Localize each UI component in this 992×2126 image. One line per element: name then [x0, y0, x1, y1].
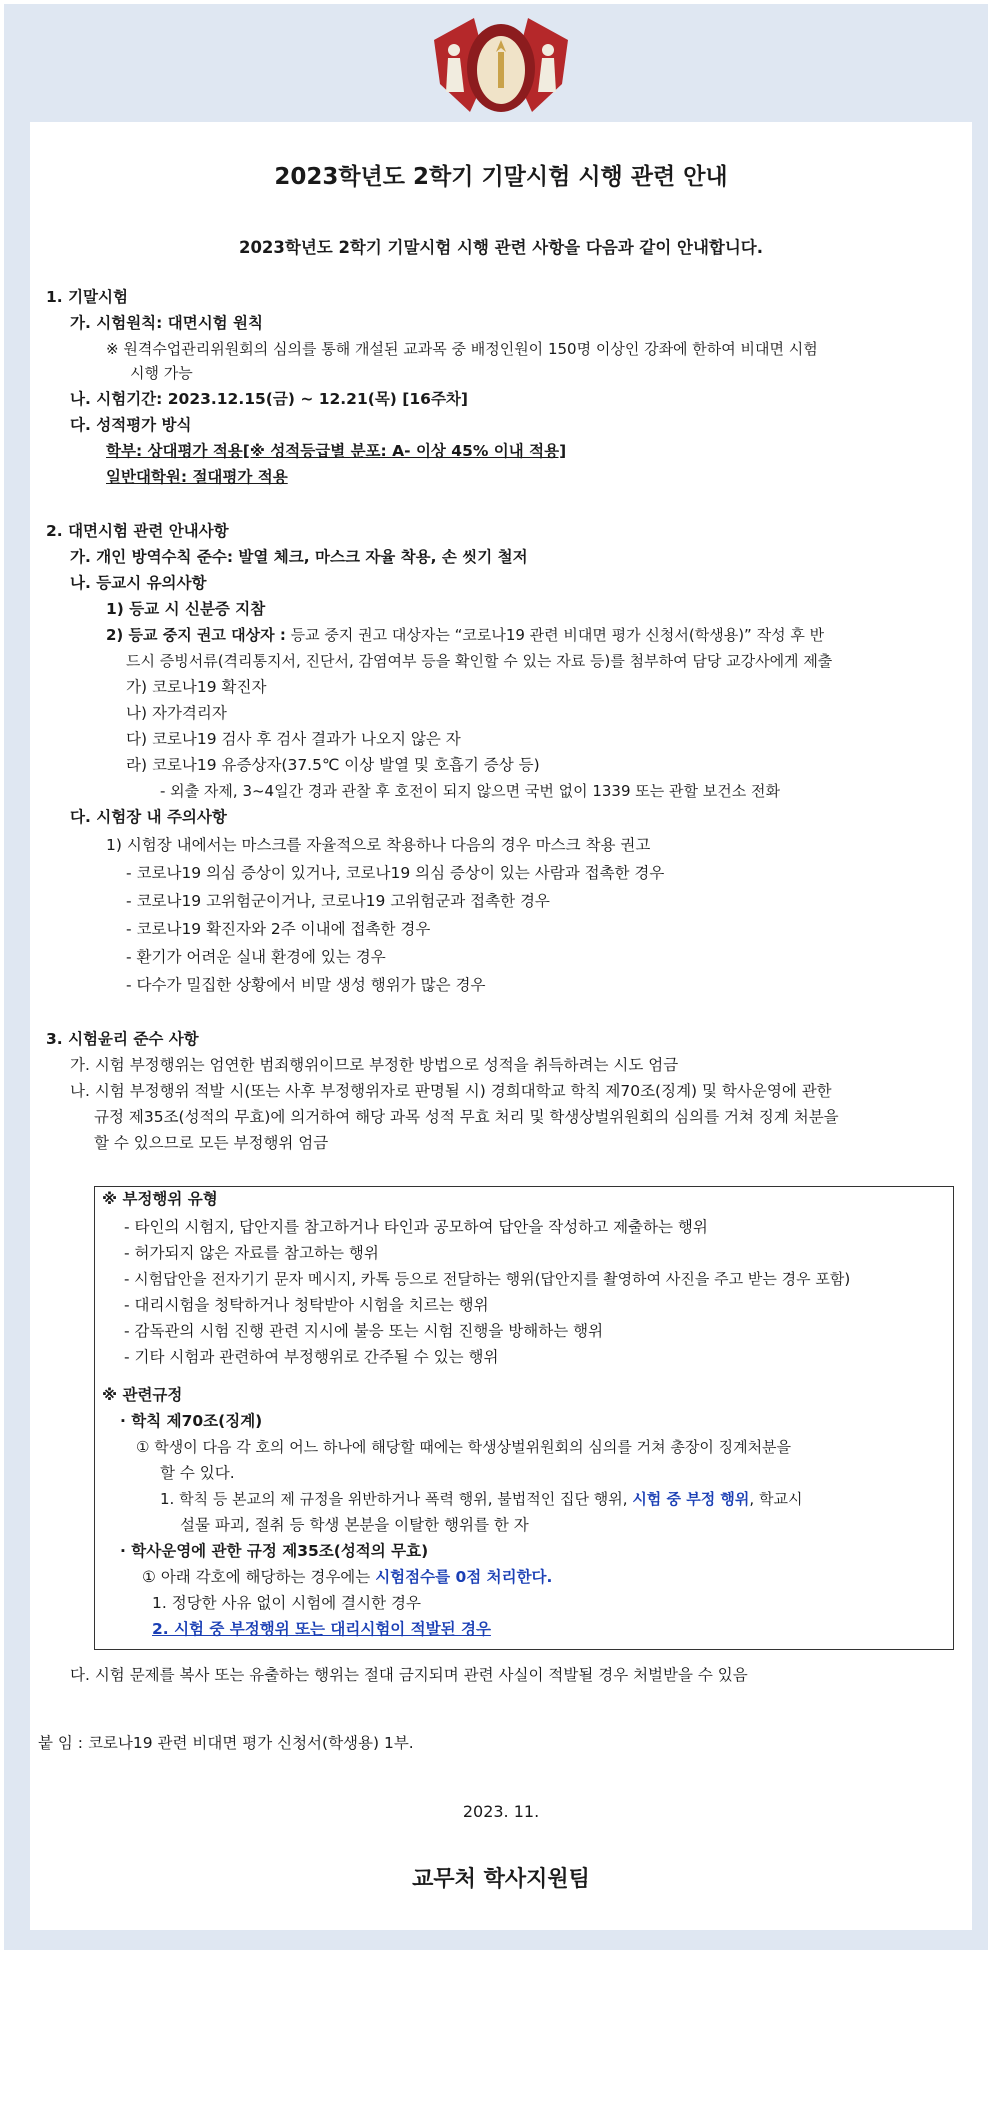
- exam-principle-note: ※ 원격수업관리위원회의 심의를 통해 개설된 교과목 중 배정인원이 150명 이상인 강좌에 한하여 비대면 시험: [106, 340, 818, 358]
- rule-70-item-1-cont: 설물 파괴, 절취 등 학생 본분을 이탈한 행위를 한 자: [180, 1516, 529, 1534]
- misconduct-type: - 허가되지 않은 자료를 참고하는 행위: [124, 1244, 379, 1262]
- bring-id: 1) 등교 시 신분증 지참: [106, 600, 266, 618]
- rule-35-title: · 학사운영에 관한 규정 제35조(성적의 무효): [120, 1542, 429, 1560]
- exam-period: 나. 시험기간: 2023.12.15(금) ~ 12.21(목) [16주차]: [70, 390, 468, 408]
- exam-room-notes: 다. 시험장 내 주의사항: [70, 808, 227, 826]
- commute-stop-text: 등교 중지 권고 대상자는 “코로나19 관련 비대면 평가 신청서(학생용)” 작성 후 반: [290, 626, 825, 644]
- commute-stop-item: 가) 코로나19 확진자: [126, 678, 267, 696]
- commute-stop-item: 라) 코로나19 유증상자(37.5℃ 이상 발열 및 호흡기 증상 등): [126, 756, 540, 774]
- section-1-heading: 1. 기말시험: [46, 288, 128, 306]
- mask-case-item: - 코로나19 확진자와 2주 이내에 접촉한 경우: [126, 920, 431, 938]
- ethics-item-c: 다. 시험 문제를 복사 또는 유출하는 행위는 절대 금지되며 관련 사실이 적발될 경우 처벌받을 수 있음: [70, 1666, 748, 1684]
- ethics-item-a: 가. 시험 부정행위는 엄연한 범죄행위이므로 부정한 방법으로 성적을 취득하려는 시도 엄금: [70, 1056, 679, 1074]
- issue-date: 2023. 11.: [462, 1802, 540, 1821]
- commute-stop-target: [106, 624, 824, 646]
- misconduct-type: - 기타 시험과 관련하여 부정행위로 간주될 수 있는 행위: [124, 1348, 499, 1366]
- misconduct-type: - 타인의 시험지, 답안지를 참고하거나 타인과 공모하여 답안을 작성하고 제출하는 행위: [124, 1218, 708, 1236]
- page-frame: [4, 4, 988, 1950]
- ethics-item-b: 나. 시험 부정행위 적발 시(또는 사후 부정행위자로 판명될 시) 경희대학교 학칙 제70조(징계) 및 학사운영에 관한: [70, 1082, 832, 1100]
- rule-70-item-text: 1. 학칙 등 본교의 제 규정을 위반하거나 폭력 행위, 불법적인 집단 행위,: [160, 1490, 628, 1508]
- mask-case-item: - 환기가 어려운 실내 환경에 있는 경우: [126, 948, 386, 966]
- commute-stop-item: 다) 코로나19 검사 후 검사 결과가 나오지 않은 자: [126, 730, 461, 748]
- symptom-guidance: - 외출 자제, 3~4일간 경과 관찰 후 호전이 되지 않으면 국번 없이 1339 또는 관할 보건소 전화: [160, 782, 780, 800]
- rule-35-item-1: 1. 정당한 사유 없이 시험에 결시한 경우: [152, 1594, 421, 1612]
- commute-notes: 나. 등교시 유의사항: [70, 574, 207, 592]
- highlight-zero-score: 시험점수를 0점 처리한다.: [375, 1568, 553, 1586]
- ethics-item-b-cont: 할 수 있으므로 모든 부정행위 엄금: [94, 1134, 329, 1152]
- rule-70-title: · 학칙 제70조(징계): [120, 1412, 263, 1430]
- rule-70-item-1: [160, 1488, 802, 1510]
- grading-graduate: 일반대학원: 절대평가 적용: [106, 468, 288, 486]
- grading-method: 다. 성적평가 방식: [70, 416, 192, 434]
- misconduct-type: - 대리시험을 청탁하거나 청탁받아 시험을 치르는 행위: [124, 1296, 489, 1314]
- issuing-department: 교무처 학사지원팀: [412, 1867, 590, 1892]
- highlight-exam-misconduct: 시험 중 부정 행위: [632, 1490, 750, 1508]
- commute-stop-text-cont: 드시 증빙서류(격리통지서, 진단서, 감염여부 등을 확인할 수 있는 자료 등)를 첨부하여 담당 교강사에게 제출: [126, 652, 833, 670]
- rule-70-paragraph: ① 학생이 다음 각 호의 어느 하나에 해당할 때에는 학생상벌위원회의 심의를 거쳐 총장이 징계처분을: [136, 1438, 792, 1456]
- misconduct-types-heading: ※ 부정행위 유형: [102, 1190, 218, 1208]
- page-title: 2023학년도 2학기 기말시험 시행 관련 안내: [274, 164, 728, 190]
- mask-case-item: - 코로나19 의심 증상이 있거나, 코로나19 의심 증상이 있는 사람과 접촉한 경우: [126, 864, 665, 882]
- intro-text: 2023학년도 2학기 기말시험 시행 관련 사항을 다음과 같이 안내합니다.: [238, 238, 764, 257]
- commute-stop-item: 나) 자가격리자: [126, 704, 227, 722]
- mask-case-item: - 코로나19 고위험군이거나, 코로나19 고위험군과 접촉한 경우: [126, 892, 550, 910]
- rule-35-paragraph: [142, 1566, 552, 1588]
- rule-70-paragraph-cont: 할 수 있다.: [160, 1464, 235, 1482]
- commute-stop-label: 2) 등교 중지 권고 대상자 :: [106, 626, 286, 644]
- quarantine-rules: 가. 개인 방역수칙 준수: 발열 체크, 마스크 자율 착용, 손 씻기 철저: [70, 548, 528, 566]
- related-rules-heading: ※ 관련규정: [102, 1386, 183, 1404]
- exam-principle: 가. 시험원칙: 대면시험 원칙: [70, 314, 263, 332]
- mask-recommendation: 1) 시험장 내에서는 마스크를 자율적으로 착용하나 다음의 경우 마스크 착용 권고: [106, 836, 651, 854]
- rule-70-item-text-end: , 학교시: [749, 1490, 803, 1508]
- section-2-heading: 2. 대면시험 관련 안내사항: [46, 522, 229, 540]
- section-3-heading: 3. 시험윤리 준수 사항: [46, 1030, 199, 1048]
- exam-principle-note-cont: 시행 가능: [130, 364, 193, 382]
- document-paper: [30, 122, 972, 1930]
- rule-35-item-2: 2. 시험 중 부정행위 또는 대리시험이 적발된 경우: [152, 1620, 491, 1638]
- mask-case-item: - 다수가 밀집한 상황에서 비말 생성 행위가 많은 경우: [126, 976, 486, 994]
- rule-35-paragraph-text: ① 아래 각호에 해당하는 경우에는: [142, 1568, 371, 1586]
- university-emblem: [430, 12, 572, 124]
- grading-undergrad: 학부: 상대평가 적용[※ 성적등급별 분포: A- 이상 45% 이내 적용]: [106, 442, 567, 460]
- ethics-item-b-cont: 규정 제35조(성적의 무효)에 의거하여 해당 과목 성적 무효 처리 및 학생상벌위원회의 심의를 거쳐 징계 처분을: [94, 1108, 839, 1126]
- misconduct-type: - 감독관의 시험 진행 관련 지시에 불응 또는 시험 진행을 방해하는 행위: [124, 1322, 604, 1340]
- misconduct-type: - 시험답안을 전자기기 문자 메시지, 카톡 등으로 전달하는 행위(답안지를 촬영하여 사진을 주고 받는 경우 포함): [124, 1270, 851, 1288]
- attachment-note: 붙 임 : 코로나19 관련 비대면 평가 신청서(학생용) 1부.: [38, 1734, 414, 1752]
